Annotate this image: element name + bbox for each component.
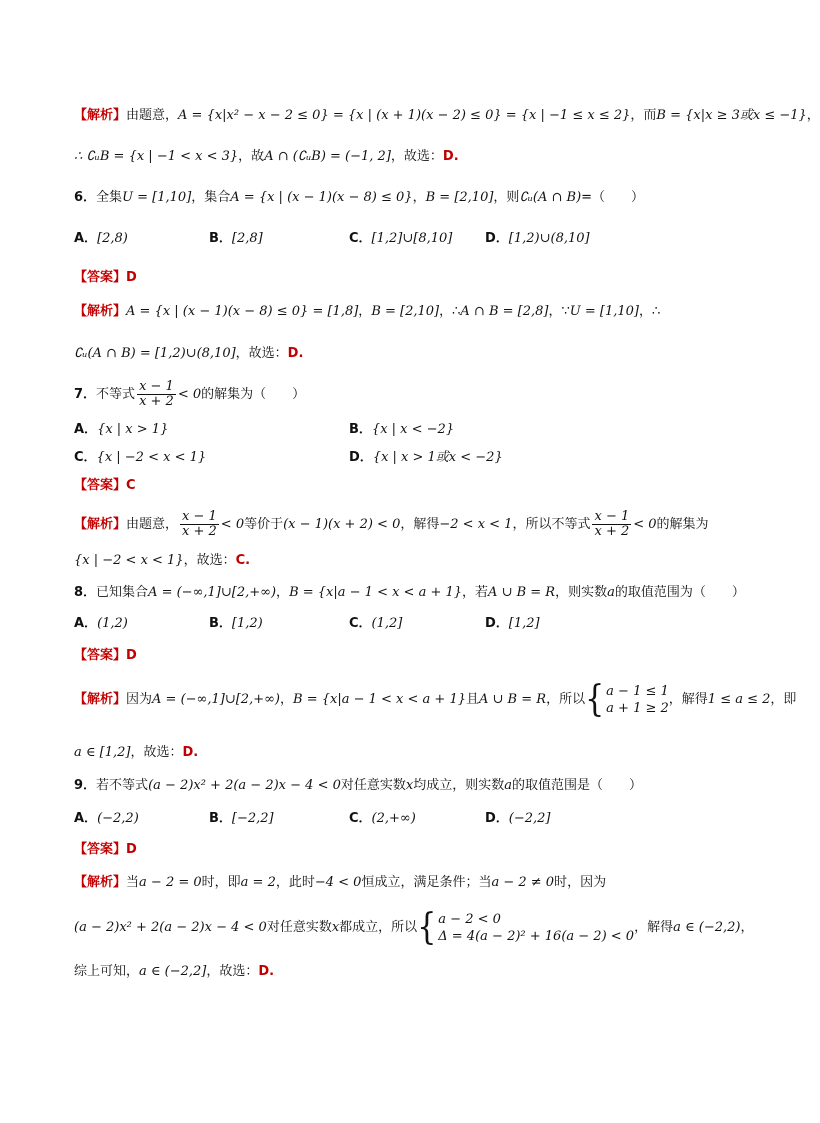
q8-option-c: C．(1,2] — [349, 616, 403, 631]
q7-option-a: A．{x | x > 1} — [74, 422, 169, 437]
q8-option-d: D．[1,2] — [485, 616, 540, 631]
q6-option-c: C．[1,2]∪[8,10] — [349, 231, 453, 246]
analysis-label: 【解析】 — [74, 108, 127, 123]
q8-analysis-line-2: a ∈ [1,2]，故选：D. — [74, 745, 199, 760]
q7-analysis-line-1: 【解析】由题意， $\frac{x - 1}{x + 2}$ < 0等价于(x − 1)(x + 2) < 0，解得−2 < x < 1，所以不等式 $\frac{x - 1}{x + 2}$ < 0的解集为 — [74, 509, 709, 539]
q6-stem: 6．全集U = [1,10]，集合A = {x | (x − 1)(x − 8) ≤ 0}，B = [2,10]，则∁ᵤ(A ∩ B)=（ ） — [74, 190, 645, 205]
q7-option-d: D．{x | x > 1或x < −2} — [349, 450, 503, 465]
q9-answer: 【答案】D — [74, 842, 137, 857]
q6-analysis-line-2: ∁ᵤ(A ∩ B) = [1,2)∪(8,10]，故选：D. — [74, 346, 304, 361]
q9-analysis-line-1: 【解析】当a − 2 = 0时，即a = 2，此时−4 < 0恒成立，满足条件；当a − 2 ≠ 0时，因为 — [74, 875, 607, 890]
p5-analysis-line-2: ∴ ∁ᵤB = {x | −1 < x < 3}，故A ∩ (∁ᵤB) = (−1, 2]，故选：D. — [74, 149, 459, 164]
q6-option-d: D．[1,2)∪(8,10] — [485, 231, 590, 246]
q9-system: a − 2 < 0 Δ = 4(a − 2)² + 16(a − 2) < 0 — [438, 911, 635, 944]
q7-option-c: C．{x | −2 < x < 1} — [74, 450, 207, 465]
q9-option-d: D．(−2,2] — [485, 811, 551, 826]
q8-answer: 【答案】D — [74, 648, 137, 663]
q9-analysis-line-2: (a − 2)x² + 2(a − 2)x − 4 < 0对任意实数x都成立，所以{ a − 2 < 0 Δ = 4(a − 2)² + 16(a − 2) < 0 ，解得a ∈ (−2,2)， — [74, 905, 754, 948]
q7-analysis-line-2: {x | −2 < x < 1}，故选：C. — [74, 553, 251, 568]
q6-analysis-line-1: 【解析】A = {x | (x − 1)(x − 8) ≤ 0} = [1,8]，B = [2,10]，∴A ∩ B = [2,8]，∵U = [1,10]，∴ — [74, 304, 661, 319]
q8-option-b: B．[1,2) — [209, 616, 263, 631]
system-brace: { — [585, 677, 605, 720]
q7-answer: 【答案】C — [74, 478, 136, 493]
q8-stem: 8．已知集合A = (−∞,1]∪[2,+∞)，B = {x|a − 1 < x < a + 1}，若A ∪ B = R，则实数a的取值范围为（ ） — [74, 585, 745, 600]
q6-option-b: B．[2,8] — [209, 231, 263, 246]
q7-fraction: $\frac{x - 1}{x + 2}$ — [139, 379, 174, 409]
q8-analysis-line-1: 【解析】因为A = (−∞,1]∪[2,+∞)，B = {x|a − 1 < x < a + 1}且A ∪ B = R，所以{ a − 1 ≤ 1 a + 1 ≥ 2 ，解得1 ≤ a ≤ 2，即 — [74, 677, 797, 720]
q9-analysis-line-3: 综上可知，a ∈ (−2,2]，故选：D. — [74, 964, 275, 979]
q8-system: a − 1 ≤ 1 a + 1 ≥ 2 — [606, 683, 669, 716]
q8-option-a: A．(1,2) — [74, 616, 128, 631]
q7-option-b: B．{x | x < −2} — [349, 422, 455, 437]
system-brace: { — [417, 905, 437, 948]
q6-answer: 【答案】D — [74, 270, 137, 285]
q9-option-b: B．[−2,2] — [209, 811, 274, 826]
p5-analysis-line-1: 【解析】由题意，A = {x|x² − x − 2 ≤ 0} = {x | (x + 1)(x − 2) ≤ 0} = {x | −1 ≤ x ≤ 2}，而B = {x|x ≥ 3或x ≤ −1}， — [74, 108, 820, 123]
q9-option-c: C．(2,+∞) — [349, 811, 416, 826]
q7-stem: 7．不等式 $\frac{x - 1}{x + 2}$ < 0的解集为（ ） — [74, 379, 306, 409]
q9-option-a: A．(−2,2) — [74, 811, 139, 826]
q6-option-a: A．[2,8) — [74, 231, 128, 246]
q9-stem: 9．若不等式(a − 2)x² + 2(a − 2)x − 4 < 0对任意实数x均成立，则实数a的取值范围是（ ） — [74, 778, 643, 793]
p5-choice: D. — [442, 149, 459, 164]
